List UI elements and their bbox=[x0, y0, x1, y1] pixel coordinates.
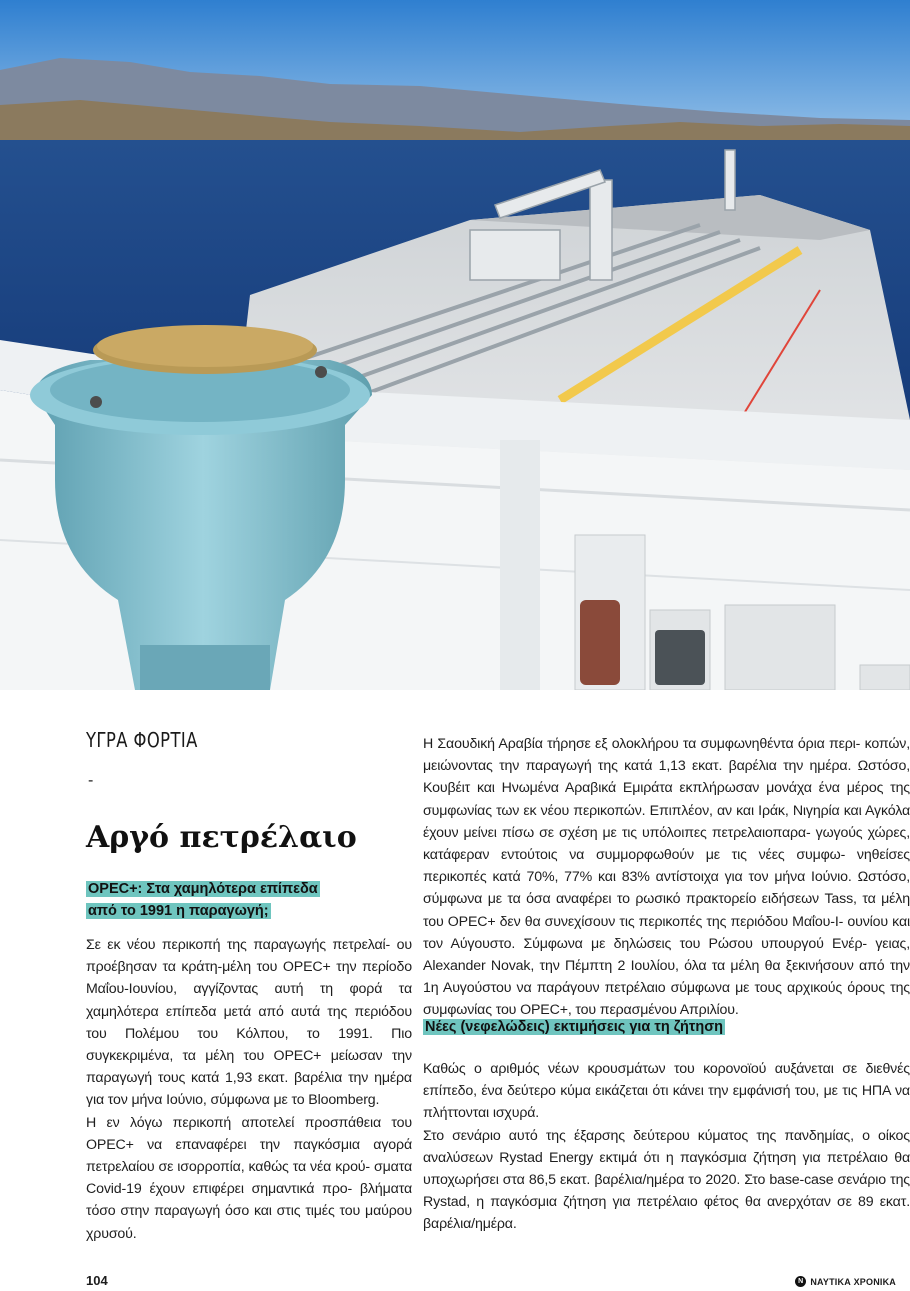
publication-brand bbox=[795, 1276, 896, 1287]
article-headline: Αργό πετρέλαιο bbox=[86, 820, 357, 855]
subheading-opec-text: OPEC+: Στα χαμηλότερα επίπεδα από το 1991 η παραγωγή; bbox=[88, 881, 318, 919]
left-column-body bbox=[86, 934, 412, 1245]
section-label: ΥΓΡΑ ΦΟΡΤΙΑ bbox=[86, 728, 198, 752]
paragraph: Καθώς ο αριθμός νέων κρουσμάτων του κορονοϊού αυξάνεται σε διεθνές επίπεδο, ένα δεύτερο κύμα εικάζεται ότι κάνει την εμφάνισή του, με τις ΗΠΑ να πλήττονται ισχυρά. bbox=[423, 1061, 910, 1122]
subheading-opec bbox=[86, 878, 336, 922]
page-number: 104 bbox=[86, 1273, 108, 1288]
subheading-demand bbox=[423, 1017, 725, 1038]
right-column-body-top bbox=[423, 733, 910, 1022]
paragraph: Η Σαουδική Αραβία τήρησε εξ ολοκλήρου τα συμφωνηθέντα όρια περι- κοπών, μειώνοντας την παραγωγή της κατά 1,13 εκατ. βαρέλια την ημέρα. Ωστόσο, Κουβέιτ και Ηνωμένα Αραβικά Εμιράτα εκπλήρωσαν μονάχα ένα μέρος της συμφωνίας των εκ νέου περικοπών. Επιπλέον, αν και Ιράκ, Νιγηρία και Αγκόλα έχουν μείνει πίσω σε σχέση με τις υπόλοιπες πετρελαιοπαρα- γωγούς χώρες, κατάφεραν εντούτοις να συμμορφωθούν με τις νέες συμφω- νηθείσες περικοπές κατά 70%, 77% και 83% αντίστοιχα για τον μήνα Ιούνιο. Ωστόσο, σύμφωνα με τα όσα αναφέρει το ρωσικό πρακτορείο ειδήσεων Tass, τα μέλη του OPEC+ δεν θα συνεχίσουν τις περικοπές της περιόδου Μαΐου-Ι- ουνίου και τον Αύγουστο. Σύμφωνα με δηλώσεις του Ρώσου υπουργού Ενέρ- γειας, Alexander Novak, την Πέμπτη 2 Ιουλίου, όλα τα μέλη θα ξεκινήσουν από την 1η Αυγούστου να παράγουν πετρέλαιο σύμφωνα με τους αρχικούς όρους της συμφωνίας του OPEC+, του περασμένου Απριλίου. bbox=[423, 736, 910, 1019]
paragraph: Η εν λόγω περικοπή αποτελεί προσπάθεια του OPEC+ να επαναφέρει την παγκόσμια αγορά πετρελαίου σε ισορροπία, καθώς τα νέα κρού- σματα Covid-19 έχουν επιφέρει σημαντικά προ- βλήματα τόσο στην παραγωγή όσο και στις τιμές του μαύρου χρυσού. bbox=[86, 1114, 412, 1242]
brand-name: ΝΑΥΤΙΚΑ ΧΡΟΝΙΚΑ bbox=[810, 1276, 896, 1287]
paragraph: Σε εκ νέου περικοπή της παραγωγής πετρελαί- ου προέβησαν τα κράτη-μέλη του OPEC+ την περίοδο Μαΐου-Ιουνίου, αγγίζοντας αυτή τη φορά τα χαμηλότερα επίπεδα μετά από αυτά της περιόδου του Πολέμου του Κόλπου, το 1991. Πιο συγκεκριμένα, τα μέλη του OPEC+ μείωσαν την παραγωγή τους κατά 1,93 εκατ. βαρέλια την ημέρα για τον μήνα Ιούνιο, σύμφωνα με το Bloomberg. bbox=[86, 937, 412, 1109]
paragraph: Στο σενάριο αυτό της έξαρσης δεύτερου κύματος της πανδημίας, ο οίκος αναλύσεων Rystad Energy εκτιμά ότι η παγκόσμια ζήτηση για πετρέλαιο θα υποχωρήσει στα 86,5 εκατ. βαρέλια/ημέρα το 2020. Στο base-case σενάριο της Rystad, η παγκόσμια ζήτηση για πετρέλαιο φέτος θα ανερχόταν σε 89 εκατ. βαρέλια/ημέρα. bbox=[423, 1127, 910, 1233]
brand-logo-icon: N bbox=[795, 1276, 806, 1287]
right-column-body-bottom bbox=[423, 1058, 910, 1236]
separator-dash: - bbox=[88, 772, 94, 789]
subheading-demand-text: Νέες (νεφελώδεις) εκτιμήσεις για τη ζήτηση bbox=[425, 1019, 724, 1035]
